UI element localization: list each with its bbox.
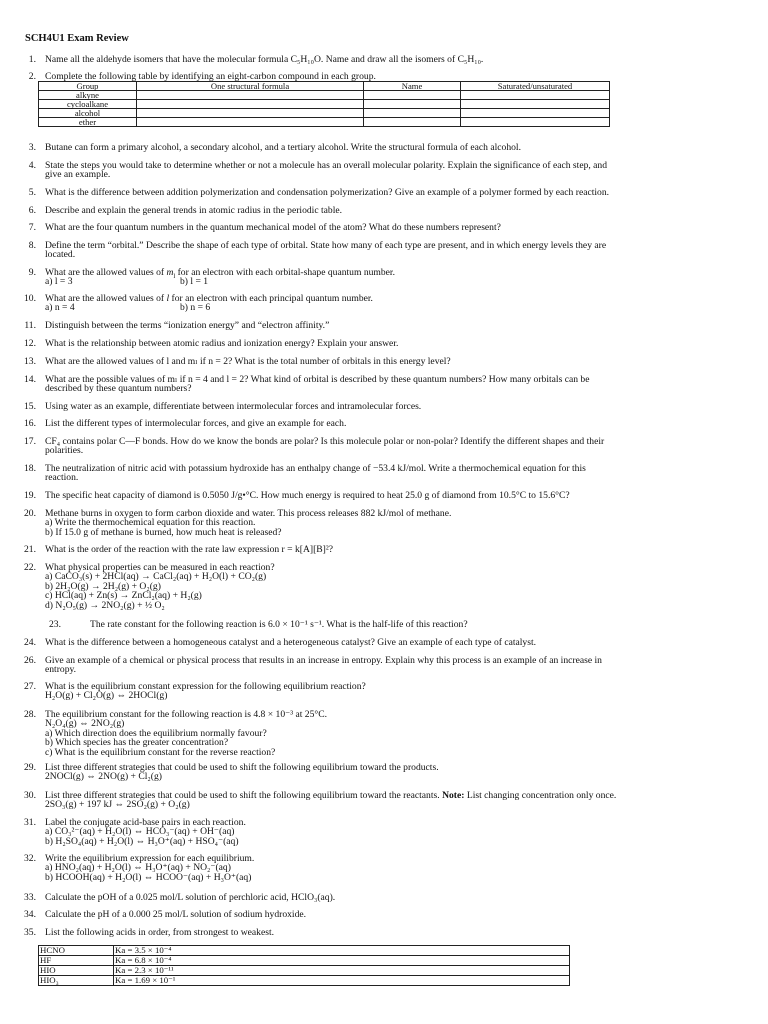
question-number: 35. <box>24 927 36 938</box>
question-text-cont: for an electron with each orbital-shape quantum number. <box>175 267 395 278</box>
variable: l <box>166 293 170 304</box>
question-number: 28. <box>24 709 36 720</box>
answer-cell[interactable] <box>137 100 364 109</box>
table-row <box>39 966 570 976</box>
answer-cell[interactable] <box>461 91 610 100</box>
question-text: List the following acids in order, from strongest to weakest. <box>45 927 275 938</box>
part-a: a) CaCO₃(s) + 2HCl(aq) → CaCl₂(aq) + H₂O(l) + CO₂(g) <box>45 571 267 583</box>
table-header: Name <box>364 82 461 91</box>
question-number: 33. <box>24 892 36 903</box>
part-a: a) Write the thermochemical equation for this reaction. <box>45 517 256 529</box>
table-row <box>39 109 610 118</box>
question-text: Butane can form a primary alcohol, a secondary alcohol, and a tertiary alcohol. Write the structural formula of each alcohol. <box>45 142 522 153</box>
part-b: b) HCOOH(aq) + H₂O(l) ⇔ HCOO⁻(aq) + H₃O⁺(aq) <box>45 871 252 883</box>
page-title: SCH4U1 Exam Review <box>25 33 129 44</box>
question-number: 18. <box>24 463 36 474</box>
question-text: List the different types of intermolecular forces, and give an example for each. <box>45 418 347 429</box>
question-text-cont: for an electron with each principal quantum number. <box>169 293 373 304</box>
question-text: Methane burns in oxygen to form carbon dioxide and water. This process releases 882 kJ/mol of methane. <box>45 508 452 519</box>
question-text: Define the term “orbital.” Describe the shape of each type of orbital. State how many of each type are present, and in which energy levels they are <box>45 240 607 251</box>
question-number: 1. <box>28 54 36 65</box>
answer-cell[interactable] <box>137 91 364 100</box>
question-number: 15. <box>24 401 36 412</box>
question-number: 8. <box>28 240 36 251</box>
question-text: Label the conjugate acid-base pairs in each reaction. <box>45 817 246 828</box>
question-text-cont: described by these quantum numbers? <box>45 383 192 395</box>
question-number: 5. <box>28 187 36 198</box>
question-text: Give an example of a chemical or physical process that results in an increase in entropy. Explain why this process is an example of an increase in <box>45 655 602 666</box>
acid-ka: Ka = 3.5 × 10⁻⁴ <box>114 946 570 956</box>
question-number: 32. <box>24 853 36 864</box>
table-row <box>39 956 570 966</box>
question-number: 20. <box>24 508 36 519</box>
variable-subscript: l <box>173 272 176 280</box>
question-text: What is the difference between a homogeneous catalyst and a heterogeneous catalyst? Give an example of each type of catalyst. <box>45 637 537 648</box>
question-text: What is the equilibrium constant expression for the following equilibrium reaction? <box>45 681 366 692</box>
question-text: The rate constant for the following reaction is 6.0 × 10⁻¹ s⁻¹. What is the half-life of this reaction? <box>90 619 468 630</box>
question-text: What physical properties can be measured in each reaction? <box>45 562 275 573</box>
equation: N₂O₄(g) ⇔ 2NO₂(g) <box>45 718 125 730</box>
question-text: The specific heat capacity of diamond is 0.5050 J/g•°C. How much energy is required to heat 25.0 g of diamond from 10.5°C to 15.6°C? <box>45 490 570 501</box>
question-number: 10. <box>24 293 36 304</box>
part-b: b) n = 6 <box>180 302 211 314</box>
question-text: The neutralization of nitric acid with potassium hydroxide has an enthalpy change of −53.4 kJ/mol. Write a thermochemical equation for this <box>45 463 586 474</box>
question-number: 4. <box>28 160 36 171</box>
answer-cell[interactable] <box>461 109 610 118</box>
part-b: b) If 15.0 g of methane is burned, how much heat is released? <box>45 526 282 538</box>
question-text: Distinguish between the terms “ionization energy” and “electron affinity.” <box>45 320 330 331</box>
question-number: 14. <box>24 374 36 385</box>
part-b: b) H₂SO₄(aq) + H₂O(l) ⇔ H₃O⁺(aq) + HSO₄⁻(aq) <box>45 835 239 847</box>
answer-cell[interactable] <box>461 100 610 109</box>
part-b: b) 2H₂O(g) → 2H₂(g) + O₂(g) <box>45 580 161 592</box>
equation: H₂O(g) + Cl₂O(g) ⇔ 2HOCl(g) <box>45 690 168 702</box>
question-text: What are the allowed values of <box>45 267 167 278</box>
equation: 2SO₃(g) + 197 kJ ⇔ 2SO₂(g) + O₂(g) <box>45 799 190 811</box>
question-number: 16. <box>24 418 36 429</box>
answer-cell[interactable] <box>364 91 461 100</box>
table-header: One structural formula <box>137 82 364 91</box>
question-text: What is the order of the reaction with the rate law expression r = k[A][B]²? <box>45 544 333 555</box>
answer-cell[interactable] <box>364 118 461 127</box>
question-number: 27. <box>24 681 36 692</box>
question-text: Name all the aldehyde isomers that have the molecular formula C₅H₁₀O. Name and draw all the isomers of C₅H₁₀. <box>45 54 484 65</box>
question-number: 3. <box>28 142 36 153</box>
question-text: What are the possible values of mₗ if n = 4 and l = 2? What kind of orbital is described by these quantum numbers? How many orbitals can be <box>45 374 590 385</box>
question-number: 6. <box>28 205 36 216</box>
compound-table <box>38 81 610 127</box>
answer-cell[interactable] <box>461 118 610 127</box>
acid-name: HCNO <box>39 946 114 956</box>
question-text-cont: entropy. <box>45 664 77 676</box>
question-number: 19. <box>24 490 36 501</box>
table-row <box>39 91 610 100</box>
part-a: a) CO₃²⁻(aq) + H₂O(l) ⇔ HCO₃⁻(aq) + OH⁻(aq) <box>45 826 235 838</box>
table-row <box>39 976 570 986</box>
question-number: 21. <box>24 544 36 555</box>
question-number: 2. <box>28 71 36 82</box>
question-number: 13. <box>24 356 36 367</box>
question-number: 34. <box>24 909 36 920</box>
part-b: b) l = 1 <box>180 276 209 288</box>
part-b: b) Which species has the greater concentration? <box>45 737 229 749</box>
answer-cell[interactable] <box>137 109 364 118</box>
question-text: Calculate the pH of a 0.000 25 mol/L solution of sodium hydroxide. <box>45 909 307 920</box>
equation: 2NOCl(g) ⇔ 2NO(g) + Cl₂(g) <box>45 771 162 783</box>
part-a: a) HNO₂(aq) + H₂O(l) ⇔ H₃O⁺(aq) + NO₂⁻(aq) <box>45 862 231 874</box>
group-cell: ether <box>39 118 137 127</box>
part-a: a) l = 3 <box>45 276 73 288</box>
question-text: What are the allowed values of <box>45 293 167 304</box>
part-a: a) n = 4 <box>45 302 75 314</box>
part-a: a) Which direction does the equilibrium normally favour? <box>45 727 267 739</box>
part-c: c) HCl(aq) + Zn(s) → ZnCl₂(aq) + H₂(g) <box>45 590 202 602</box>
question-text: List three different strategies that could be used to shift the following equilibrium toward the reactants. <box>45 790 443 801</box>
question-number: 29. <box>24 762 36 773</box>
group-cell: cycloalkane <box>39 100 137 109</box>
note-label: Note: <box>442 790 465 801</box>
question-text: List three different strategies that could be used to shift the following equilibrium toward the products. <box>45 762 439 773</box>
acid-ka: Ka = 2.3 × 10⁻¹¹ <box>114 966 570 976</box>
variable: m <box>166 267 174 278</box>
question-text: State the steps you would take to determine whether or not a molecule has an overall molecular polarity. Explain the significance of each step, and <box>45 160 608 171</box>
question-number: 24. <box>24 637 36 648</box>
question-number: 11. <box>24 320 36 331</box>
question-text-cont: polarities. <box>45 445 84 457</box>
answer-cell[interactable] <box>364 100 461 109</box>
question-number: 30. <box>24 790 36 801</box>
question-number: 31. <box>24 817 36 828</box>
question-text: Calculate the pOH of a 0.025 mol/L solution of perchloric acid, HClO₃(aq). <box>45 892 336 903</box>
question-text: What is the relationship between atomic radius and ionization energy? Explain your answer. <box>45 338 399 349</box>
table-header: Group <box>39 82 137 91</box>
part-d: d) N₂O₅(g) → 2NO₂(g) + ½ O₂ <box>45 599 165 611</box>
question-number: 7. <box>28 222 36 233</box>
question-number: 22. <box>24 562 36 573</box>
part-c: c) What is the equilibrium constant for the reverse reaction? <box>45 746 276 758</box>
question-text: Complete the following table by identifying an eight-carbon compound in each group. <box>45 71 376 82</box>
question-text: What are the four quantum numbers in the quantum mechanical model of the atom? What do these numbers represent? <box>45 222 501 233</box>
question-text: CF₄ contains polar C—F bonds. How do we know the bonds are polar? Is this molecule polar or non-polar? Identify the different shapes and their <box>45 436 605 447</box>
question-number: 26. <box>24 655 36 666</box>
table-row <box>39 118 610 127</box>
acid-name: HIO₃ <box>39 976 114 986</box>
question-text: Describe and explain the general trends in atomic radius in the periodic table. <box>45 205 343 216</box>
note-text: List changing concentration only once. <box>464 790 617 801</box>
question-text: What are the allowed values of l and mₗ if n = 2? What is the total number of orbitals in this energy level? <box>45 356 451 367</box>
table-row <box>39 100 610 109</box>
acid-table <box>38 945 570 986</box>
acid-name: HF <box>39 956 114 966</box>
acid-ka: Ka = 6.8 × 10⁻⁴ <box>114 956 570 966</box>
question-number: 23. <box>49 619 61 630</box>
acid-name: HIO <box>39 966 114 976</box>
question-text-cont: reaction. <box>45 472 79 484</box>
question-number: 9. <box>28 267 36 278</box>
question-text: What is the difference between addition polymerization and condensation polymerization? Give an example of a polymer formed by each reaction. <box>45 187 610 198</box>
group-cell: alcohol <box>39 109 137 118</box>
table-header: Saturated/unsaturated <box>461 82 610 91</box>
question-text: Write the equilibrium expression for each equilibrium. <box>45 853 255 864</box>
question-text-cont: give an example. <box>45 169 111 181</box>
answer-cell[interactable] <box>137 118 364 127</box>
question-number: 17. <box>24 436 36 447</box>
answer-cell[interactable] <box>364 109 461 118</box>
table-row <box>39 946 570 956</box>
group-cell: alkyne <box>39 91 137 100</box>
question-text: Using water as an example, differentiate between intermolecular forces and intramolecular forces. <box>45 401 422 412</box>
question-text-cont: located. <box>45 249 76 261</box>
acid-ka: Ka = 1.69 × 10⁻¹ <box>114 976 570 986</box>
question-text: The equilibrium constant for the following reaction is 4.8 × 10⁻³ at 25°C. <box>45 709 328 720</box>
question-number: 12. <box>24 338 36 349</box>
